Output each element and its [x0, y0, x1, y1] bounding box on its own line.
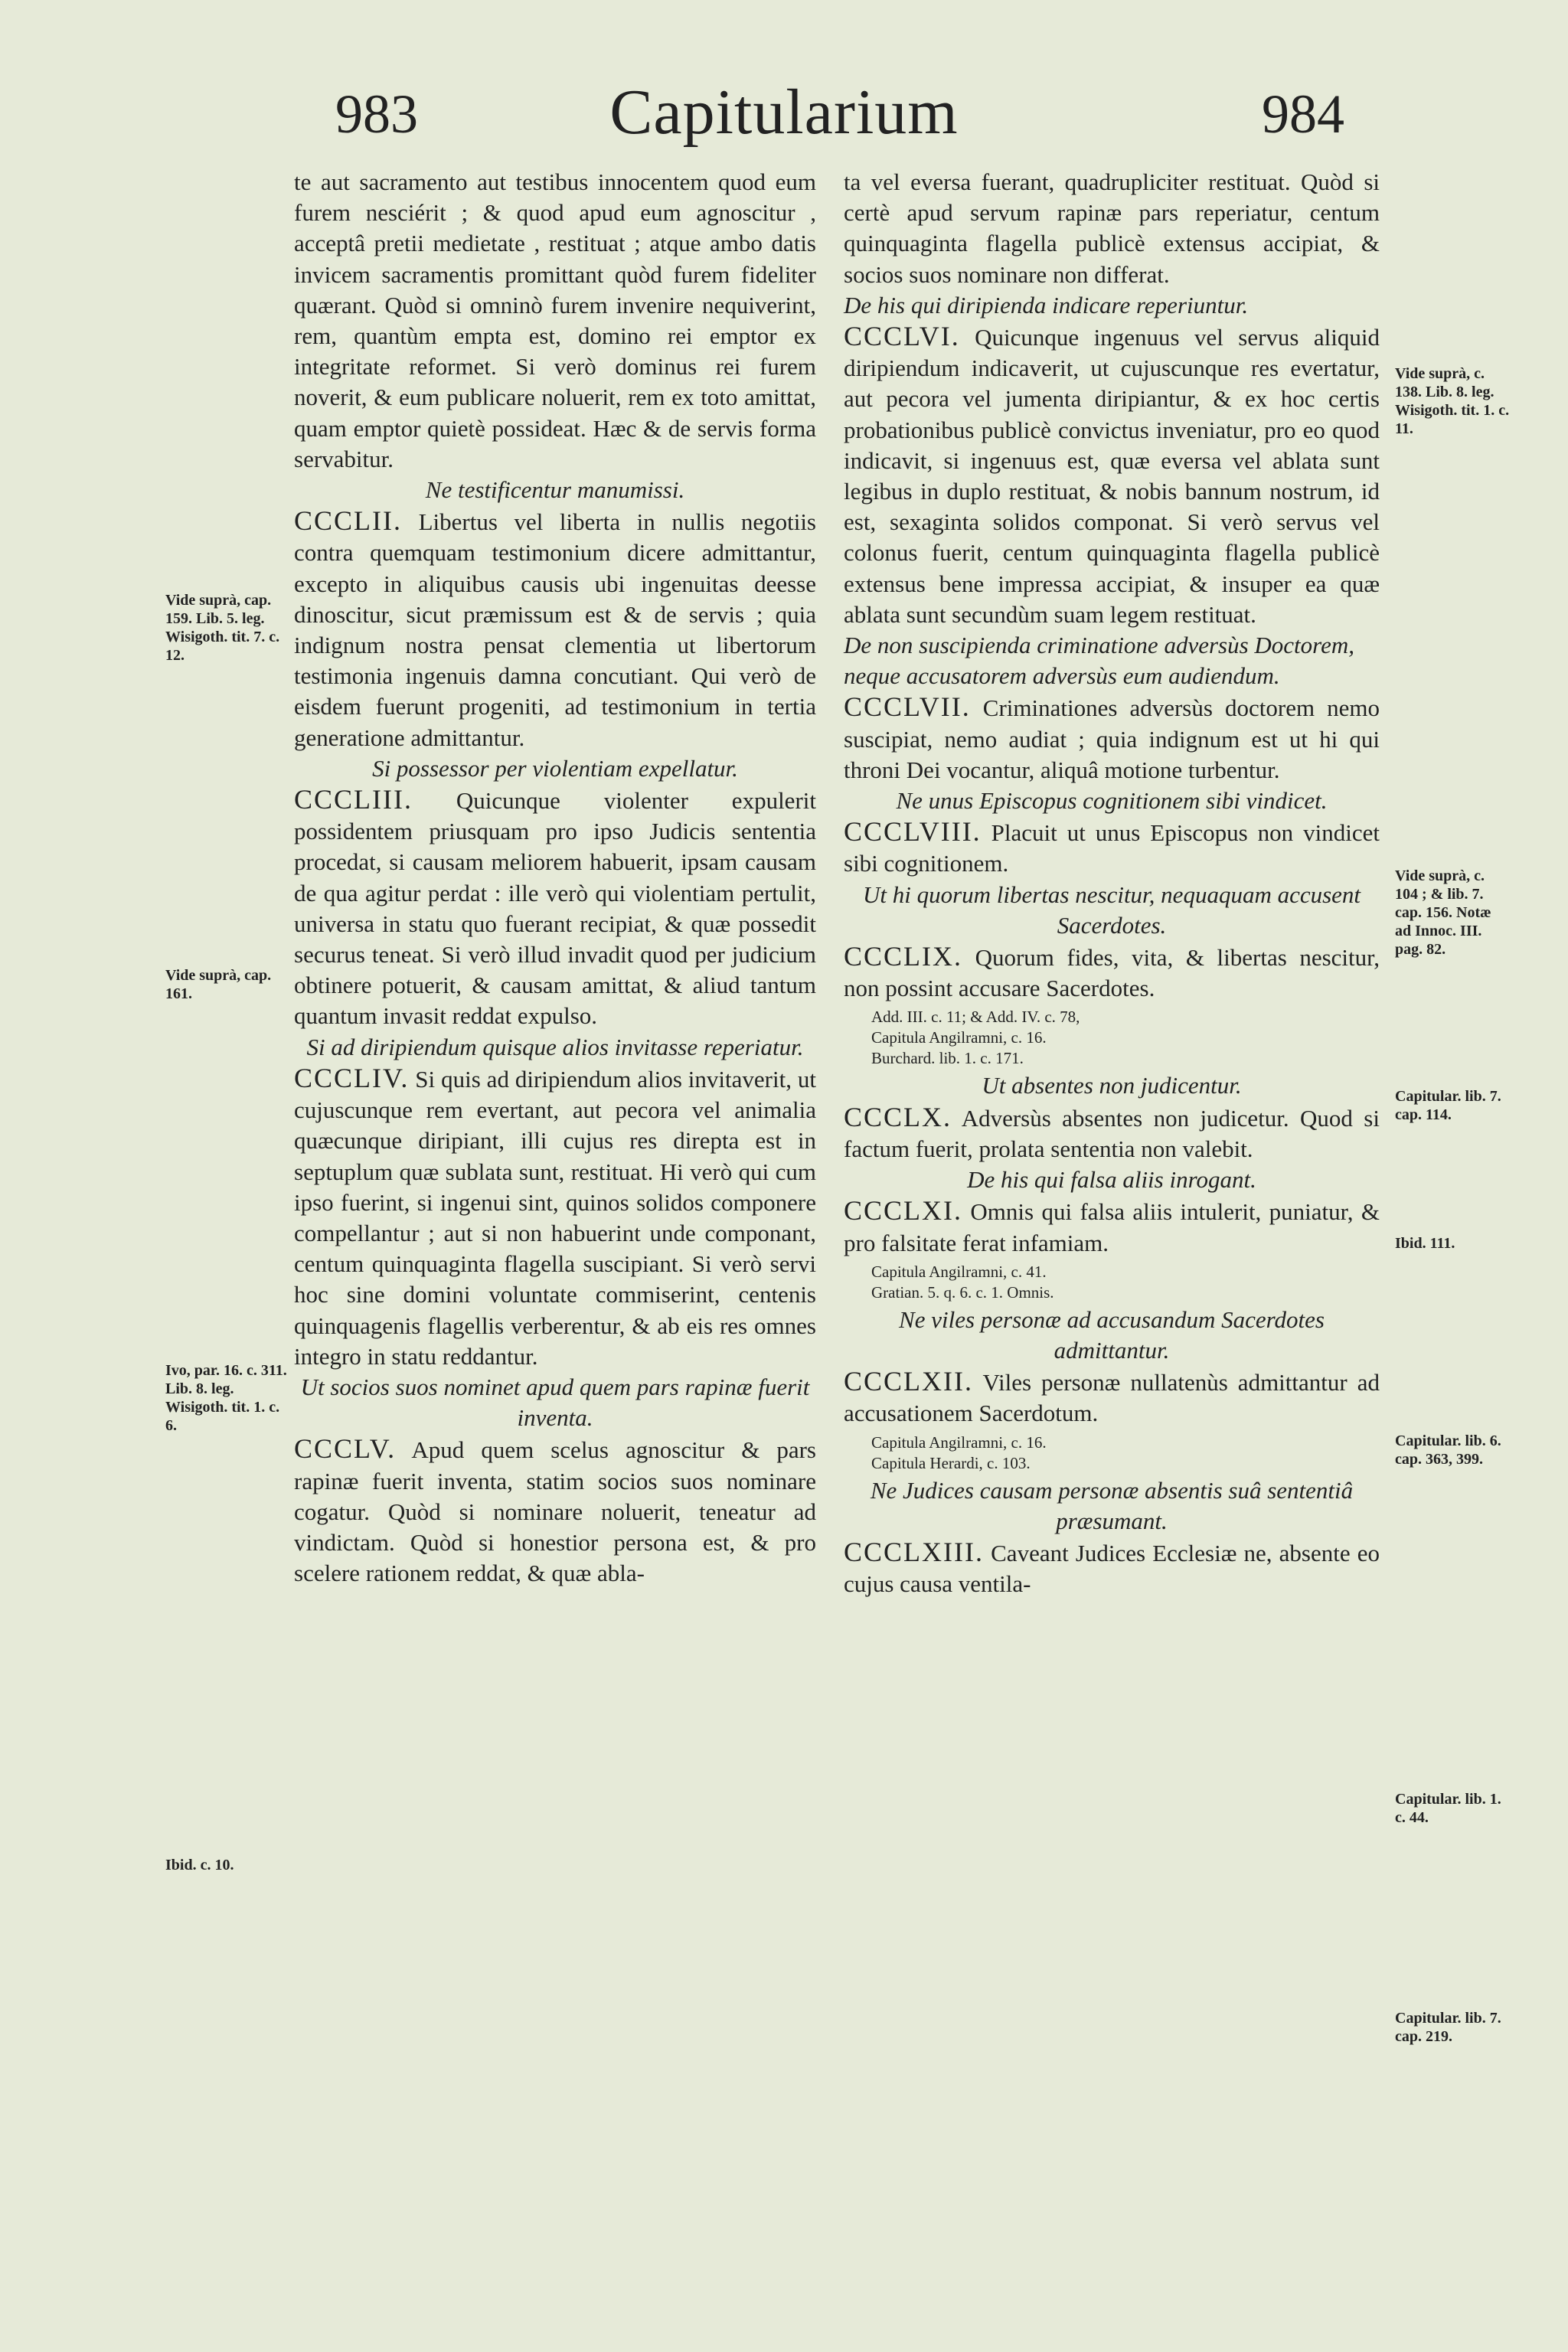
chapter-paragraph: [844, 1195, 1380, 1258]
chapter-heading: [844, 1475, 1380, 1537]
paragraph-text: Ut hi quorum libertas nescitur, nequaquam accusent Sacerdotes.: [862, 880, 1361, 939]
reference-line: Capitula Angilramni, c. 16.: [871, 1028, 1047, 1047]
margin-note-right: Capitular. lib. 7. cap. 219.: [1395, 2010, 1501, 2045]
chapter-paragraph: [844, 1366, 1380, 1429]
paragraph-text: Ne testificentur manumissi.: [425, 476, 685, 504]
chapter-heading: [844, 786, 1380, 816]
paragraph-text: Omnis qui falsa aliis intulerit, puniatur, & pro falsitate ferat infamiam.: [844, 1198, 1380, 1256]
running-title: Capitularium: [609, 77, 959, 148]
chapter-number: CCCLIX.: [844, 941, 963, 972]
paragraph-text: Libertus vel liberta in nullis negotiis contra quemquam testimonium dicere admittantur, excepto in aliquibus causis ubi ingenuitas deesse dinoscitur, sicut præmissum est & de servis ; quia indignum nostra pensat clementia ut libertorum testimonia ingenuis damna concutiant. Qui verò de eisdem fuerunt progeniti, ad testimonium in tertia generatione admittantur.: [294, 508, 816, 751]
reference-line: Capitula Angilramni, c. 16.: [871, 1432, 1047, 1452]
chapter-number: CCCLXII.: [844, 1366, 973, 1397]
paragraph-text: Ut absentes non judicentur.: [982, 1072, 1242, 1099]
chapter-number: CCCLXI.: [844, 1195, 963, 1227]
chapter-number: CCCLIII.: [294, 784, 413, 815]
chapter-paragraph: [294, 1433, 816, 1589]
paragraph-text: De his qui falsa aliis inrogant.: [967, 1166, 1256, 1194]
paragraph-text: Quorum fides, vita, & libertas nescitur, non possint accusare Sacerdotes.: [844, 944, 1380, 1002]
chapter-paragraph: [294, 1063, 816, 1372]
chapter-heading: [844, 630, 1380, 691]
chapter-heading: [294, 1032, 816, 1063]
paragraph-text: Viles personæ nullatenùs admittantur ad accusationem Sacerdotum.: [844, 1369, 1380, 1427]
paragraph-text: Ne viles personæ ad accusandum Sacerdotes admittantur.: [899, 1305, 1325, 1364]
paragraph-text: Ne Judices causam personæ absentis suâ sententiâ præsumant.: [870, 1476, 1354, 1534]
paragraph-text: Si quis ad diripiendum alios invitaverit, ut cujuscunque rem evertant, aut pecora vel animalia quæcunque diripiant, illi cujus res direpta est in septuplum quæ sublata sunt, restituat. Hi verò qui cum ipso fuerint, si ingenui sint, quinos solidos componere compellantur ; aut si non habuerint unde componant, centum quinquaginta flagella suscipiant. Si verò servi hoc sine domini voluntate commiserint, centenis quinquagenis flagellis verberentur, & ab eis res omnes integro in statu reddantur.: [294, 1065, 816, 1370]
left-text-column: [294, 167, 816, 1589]
chapter-number: CCCLII.: [294, 505, 403, 537]
chapter-paragraph: [294, 167, 816, 475]
chapter-paragraph: [844, 1102, 1380, 1165]
paragraph-text: Placuit ut unus Episcopus non vindicet sibi cognitionem.: [844, 819, 1380, 877]
reference-note: [844, 1262, 1380, 1303]
paragraph-text: Ne unus Episcopus cognitionem sibi vindicet.: [896, 787, 1328, 815]
paragraph-text: ta vel eversa fuerant, quadrupliciter restituat. Quòd si certè apud servum rapinæ pars reperiatur, centum quinquaginta flagella publicè extensus accipiat, & socios suos nominare non differat.: [844, 168, 1380, 288]
chapter-paragraph: [844, 941, 1380, 1004]
chapter-paragraph: [844, 691, 1380, 786]
margin-note-right: Capitular. lib. 7. cap. 114.: [1395, 1088, 1501, 1123]
chapter-heading: [844, 880, 1380, 941]
margin-note-left: Vide suprà, cap. 159. Lib. 5. leg. Wisigoth. tit. 7. c. 12.: [165, 592, 280, 664]
chapter-paragraph: [844, 1537, 1380, 1599]
paragraph-text: Caveant Judices Ecclesiæ ne, absente eo cujus causa ventila-: [844, 1539, 1380, 1598]
paragraph-text: te aut sacramento aut testibus innocentem quod eum furem nesciérit ; & quod apud eum agnoscitur , acceptâ pretii medietate , restituat ; atque ambo datis invicem sacramentis promittant quòd furem fideliter quærant. Quòd si omninò furem invenire nequiverint, rem, quantùm empta est, domino rei emptor ex integritate reformet. Si verò dominus rei furem noverit, & eum publicare noluerit, rem ex toto amittat, quam emptor quietè possideat. Hæc & de servis forma servabitur.: [294, 168, 816, 472]
paragraph-text: Si ad diripiendum quisque alios invitasse reperiatur.: [306, 1033, 804, 1060]
margin-note-left: Vide suprà, cap. 161.: [165, 967, 272, 1002]
chapter-heading: [844, 1305, 1380, 1366]
reference-line: Capitula Herardi, c. 103.: [871, 1453, 1031, 1472]
chapter-heading: [844, 1070, 1380, 1101]
chapter-heading: [294, 1372, 816, 1433]
paragraph-text: Si possessor per violentiam expellatur.: [372, 754, 738, 782]
paragraph-text: De non suscipienda criminatione adversùs Doctorem, neque accusatorem adversùs eum audiendum.: [844, 632, 1354, 690]
margin-note-left: Ivo, par. 16. c. 311. Lib. 8. leg. Wisigoth. tit. 1. c. 6.: [165, 1362, 287, 1434]
chapter-number: CCCLVI.: [844, 321, 960, 352]
reference-line: Capitula Angilramni, c. 41.: [871, 1262, 1047, 1281]
chapter-heading: [294, 475, 816, 505]
chapter-paragraph: [294, 784, 816, 1032]
margin-note-right: Ibid. 111.: [1395, 1235, 1455, 1252]
left-page-number: 983: [335, 83, 418, 145]
paragraph-text: Apud quem scelus agnoscitur & pars rapinæ fuerit inventa, statim socios suos nominare cogatur. Quòd si nominare noluerit, teneatur ad vindictam. Quòd si honestior persona est, & pro scelere rationem reddat, & quæ abla-: [294, 1436, 816, 1587]
chapter-number: CCCLVIII.: [844, 816, 982, 848]
paragraph-text: Criminationes adversùs doctorem nemo suscipiat, nemo audiat ; quia indignum est ut hi qui throni Dei vocantur, aliquâ motione turbentur.: [844, 694, 1380, 783]
reference-line: Burchard. lib. 1. c. 171.: [871, 1049, 1024, 1068]
right-page-number: 984: [1262, 83, 1344, 145]
chapter-paragraph: [844, 167, 1380, 290]
paragraph-text: Quicunque violenter expulerit possidentem priusquam pro ipso Judicis sententia procedat, si causam meliorem habuerit, ipsam causam de qua agitur perdat : ille verò qui violentiam pertulit, universa in statu quo fuerant recipiat, & quæ possedit securus teneat. Si verò illud invadit quod per judicium obtinere potuerit, & causam amittat, & aliud tantum quantum invasit reddat expulso.: [294, 787, 816, 1030]
reference-note: [844, 1007, 1380, 1069]
chapter-number: CCCLVII.: [844, 691, 971, 723]
chapter-number: CCCLXIII.: [844, 1536, 984, 1567]
chapter-paragraph: [844, 321, 1380, 630]
chapter-number: CCCLV.: [294, 1433, 397, 1465]
chapter-heading: [844, 1165, 1380, 1195]
margin-note-right: Vide suprà, c. 138. Lib. 8. leg. Wisigoth. tit. 1. c. 11.: [1395, 365, 1510, 437]
margin-note-right: Capitular. lib. 1. c. 44.: [1395, 1791, 1501, 1826]
chapter-number: CCCLIV.: [294, 1062, 410, 1093]
right-text-column: [844, 167, 1380, 1599]
paragraph-text: Ut socios suos nominet apud quem pars rapinæ fuerit inventa.: [300, 1373, 810, 1432]
reference-line: Gratian. 5. q. 6. c. 1. Omnis.: [871, 1282, 1054, 1302]
chapter-paragraph: [294, 505, 816, 753]
paragraph-text: Quicunque ingenuus vel servus aliquid diripiendum indicaverit, ut cujuscunque res evertatur, aut pecora vel jumenta diripiantur, & ex hoc certis probationibus publicè convictus inveniatur, pro eo quod indicavit, si ingenuus est, quæ eversa vel ablata sunt legibus in duplo restituat, & nobis bannum nostrum, id est, sexaginta solidos componat. Si verò servus vel colonus fuerit, centum quinquaginta flagella publicè extensus bene impressa accipiat, & insuper ea quæ ablata sunt secundùm suam legem restituat.: [844, 324, 1380, 628]
chapter-paragraph: [844, 816, 1380, 879]
margin-note-right: Vide suprà, c. 104 ; & lib. 7. cap. 156. Notæ ad Innoc. III. pag. 82.: [1395, 867, 1491, 958]
reference-line: Add. III. c. 11; & Add. IV. c. 78,: [871, 1008, 1080, 1027]
margin-note-left: Ibid. c. 10.: [165, 1857, 234, 1873]
reference-note: [844, 1432, 1380, 1474]
margin-note-right: Capitular. lib. 6. cap. 363, 399.: [1395, 1432, 1501, 1468]
chapter-heading: [294, 753, 816, 784]
chapter-heading: [844, 290, 1380, 321]
paragraph-text: De his qui diripienda indicare reperiuntur.: [844, 291, 1249, 318]
paragraph-text: Adversùs absentes non judicetur. Quod si factum fuerit, prolata sententia non valebit.: [844, 1104, 1380, 1162]
chapter-number: CCCLX.: [844, 1101, 952, 1132]
